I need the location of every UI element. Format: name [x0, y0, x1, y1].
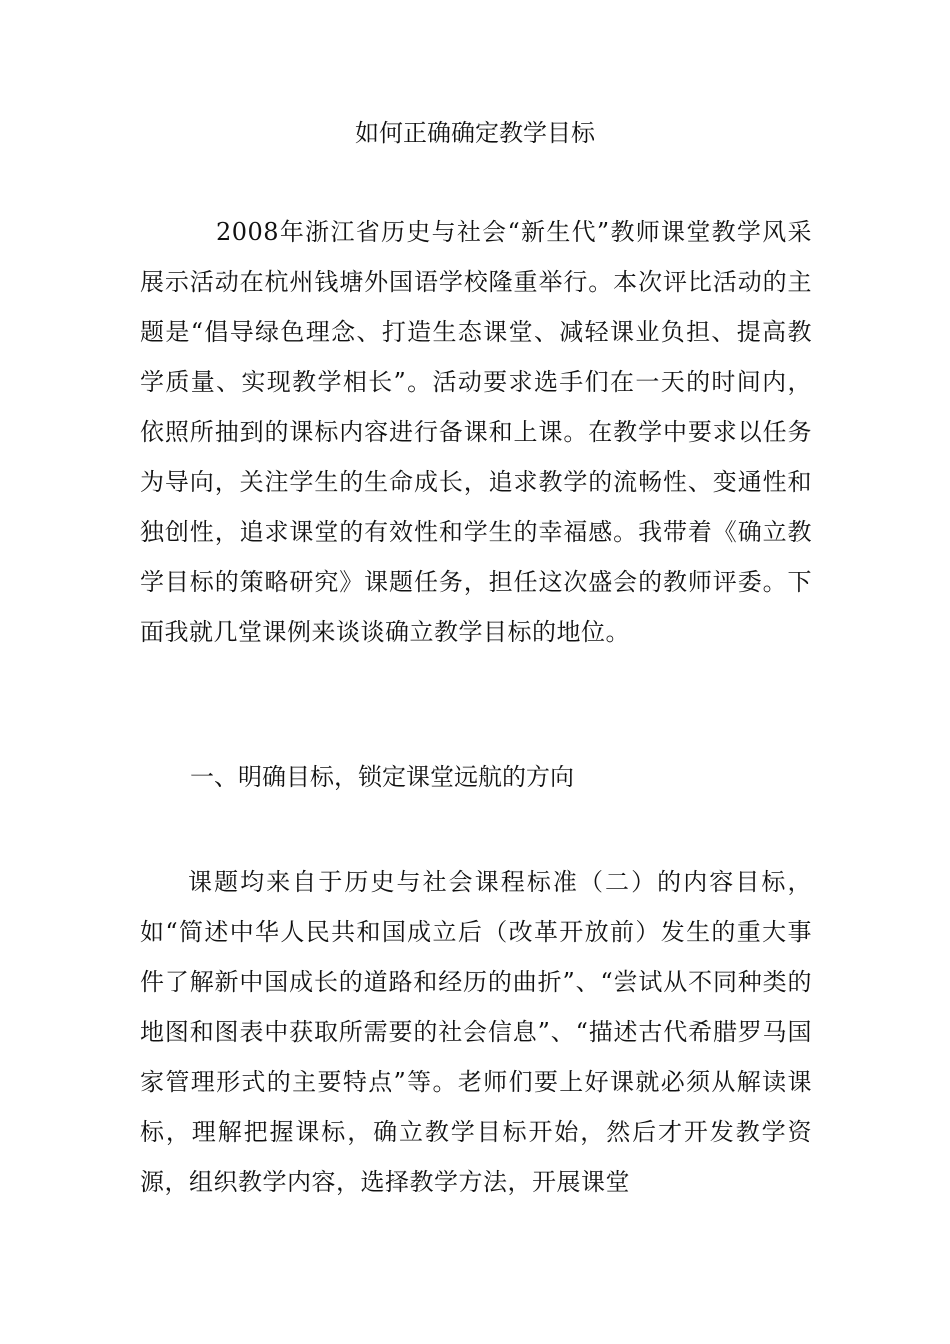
- section-heading: 一、明确目标，锁定课堂远航的方向: [190, 763, 574, 791]
- paragraph-intro: 2008年浙江省历史与社会“新生代”教师课堂教学风采展示活动在杭州钱塘外国语学校隆重举行。本次评比活动的主题是“倡导绿色理念、打造生态课堂、减轻课业负担、提高教学质量、实现教学相长”。活动要求选手们在一天的时间内，依照所抽到的课标内容进行备课和上课。在教学中要求以任务为导向，关注学生的生命成长，追求教学的流畅性、变通性和独创性，追求课堂的有效性和学生的幸福感。我带着《确立教学目标的策略研究》课题任务，担任这次盛会的教师评委。下面我就几堂课例来谈谈确立教学目标的地位。: [140, 218, 812, 646]
- paragraph-body: 课题均来自于历史与社会课程标准（二）的内容目标，如“简述中华人民共和国成立后（改革开放前）发生的重大事件了解新中国成长的道路和经历的曲折”、“尝试从不同种类的地图和图表中获取所需要的社会信息”、“描述古代希腊罗马国家管理形式的主要特点”等。老师们要上好课就必须从解读课标，理解把握课标，确立教学目标开始，然后才开发教学资源，组织教学内容，选择教学方法，开展课堂: [140, 868, 812, 1196]
- document-title: 如何正确确定教学目标: [355, 119, 595, 147]
